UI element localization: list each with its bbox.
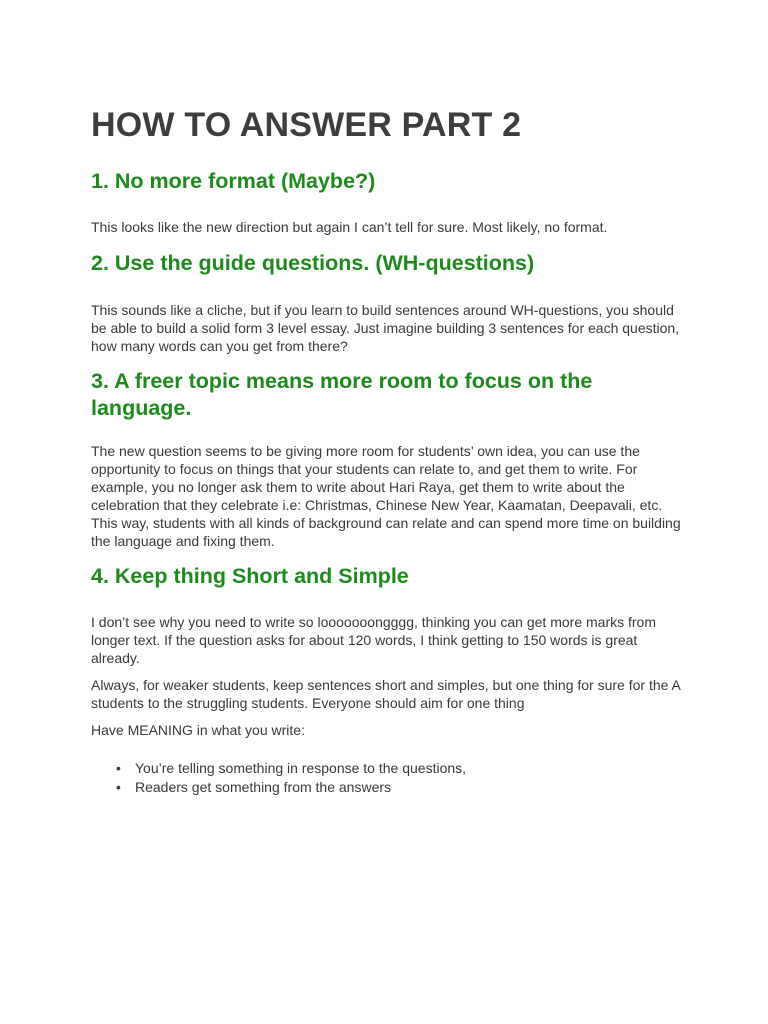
list-item (116, 778, 683, 797)
document-page (91, 104, 683, 797)
section-heading-3: 3. A freer topic means more room to focus on the language. (91, 369, 593, 420)
section-4-list-intro: Have MEANING in what you write: (91, 722, 305, 738)
section-heading-2: 2. Use the guide questions. (WH-questions) (91, 251, 535, 275)
section-4-paragraph-1: I don’t see why you need to write so looooooongggg, thinking you can get more marks from longer text. If the question asks for about 120 words, I think getting to 150 words is great already. (91, 614, 656, 666)
section-1-paragraph: This looks like the new direction but again I can’t tell for sure. Most likely, no format. (91, 219, 608, 235)
bullet-icon: • (116, 779, 121, 795)
section-4-paragraph-2: Always, for weaker students, keep sentences short and simples, but one thing for sure for the A students to the struggling students. Everyone should aim for one thing (91, 677, 681, 711)
list-item (116, 759, 683, 778)
section-3-paragraph: The new question seems to be giving more room for students’ own idea, you can use the opportunity to focus on things that your students can relate to, and get them to write. For example, you no longer ask them to write about Hari Raya, get them to write about the celebration that they celebrate i.e: Christmas, Chinese New Year, Kaamatan, Deepavali, etc. This way, students with all kinds of background can relate and can spend more time on building the language and fixing them. (91, 443, 681, 549)
list-item-text: Readers get something from the answers (135, 779, 392, 795)
bullet-icon: • (116, 760, 121, 776)
section-heading-1: 1. No more format (Maybe?) (91, 169, 376, 193)
bullet-list (91, 759, 683, 797)
list-item-text: You’re telling something in response to the questions, (135, 760, 467, 776)
section-heading-4: 4. Keep thing Short and Simple (91, 564, 409, 588)
section-2-paragraph: This sounds like a cliche, but if you learn to build sentences around WH-questions, you should be able to build a solid form 3 level essay. Just imagine building 3 sentences for each question, how many words can you get from there? (91, 302, 680, 354)
page-title: HOW TO ANSWER PART 2 (91, 106, 522, 144)
